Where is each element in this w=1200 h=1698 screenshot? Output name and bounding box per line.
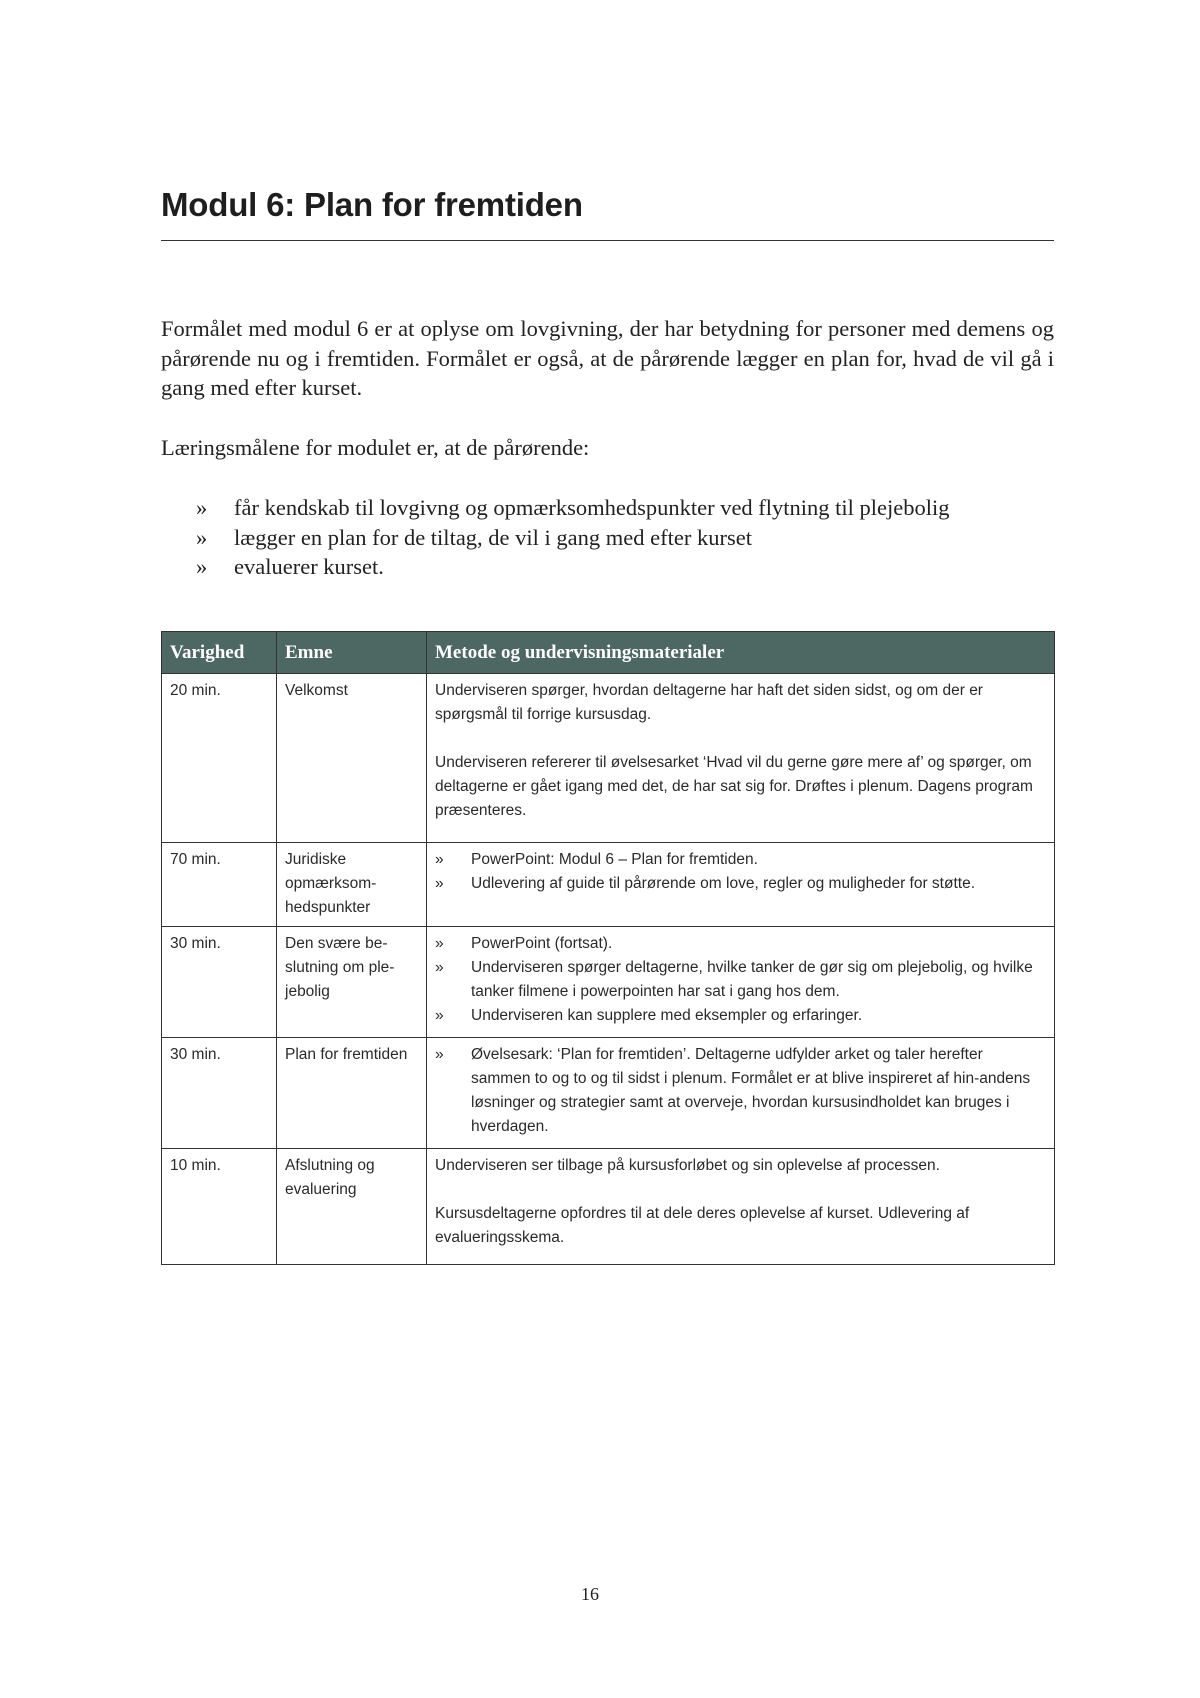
goal-text: evaluerer kurset. bbox=[234, 554, 384, 579]
bullet-mark: » bbox=[435, 875, 444, 892]
header-duration: Varighed bbox=[162, 632, 277, 674]
method-bullet-text: Øvelsesark: ‘Plan for fremtiden’. Deltagerne udfylder arket og taler herefter sammen to og to og til sidst i plenum. Formålet er at blive inspireret af hin-andens løsninger og strategier samt at overveje, hvordan kursusindholdet kan bruges i hverdagen. bbox=[471, 1046, 1031, 1135]
goal-text: lægger en plan for de tiltag, de vil i gang med efter kurset bbox=[234, 524, 752, 550]
intro-paragraph: Formålet med modul 6 er at oplyse om lovgivning, der har betydning for personer med demens og pårørende nu og i fremtiden. Formålet er også, at de pårørende lægger en plan for, hvad de vil gå i gang med efter kurset. bbox=[161, 316, 1054, 400]
bullet-mark: » bbox=[435, 935, 444, 952]
page-title: Modul 6: Plan for fremtiden bbox=[161, 186, 583, 223]
method-bullet bbox=[435, 932, 1046, 956]
page-number: 16 bbox=[581, 1584, 599, 1604]
method-cell bbox=[427, 674, 1055, 843]
duration-cell: 10 min. bbox=[162, 1149, 277, 1265]
method-bullet-text: Udlevering af guide til pårørende om love, regler og muligheder for støtte. bbox=[471, 875, 975, 892]
duration-cell: 70 min. bbox=[162, 843, 277, 927]
topic-cell: Plan for fremtiden bbox=[277, 1038, 427, 1149]
table-header-row bbox=[162, 632, 1055, 674]
bullet-mark: » bbox=[196, 524, 208, 550]
table-row bbox=[162, 1038, 1055, 1149]
topic-cell: Afslutning og evaluering bbox=[277, 1149, 427, 1265]
method-bullet-list bbox=[435, 1043, 1046, 1139]
table-row bbox=[162, 1149, 1055, 1265]
bullet-mark: » bbox=[435, 959, 444, 976]
table-row bbox=[162, 674, 1055, 843]
module-plan-table bbox=[161, 631, 1055, 1265]
goal-item bbox=[161, 523, 1054, 553]
method-bullet-list bbox=[435, 848, 1046, 896]
method-bullet-text: PowerPoint (fortsat). bbox=[471, 935, 613, 952]
method-bullet-text: Underviseren spørger deltagerne, hvilke tanker de gør sig om plejebolig, og hvilke tanker filmene i powerpointen har sat i gang hos dem. bbox=[471, 959, 1033, 1000]
goal-item bbox=[161, 552, 1054, 582]
method-paragraph: Underviseren spørger, hvordan deltagerne har haft det siden sidst, og om der er spørgsmål til forrige kursusdag. bbox=[435, 682, 983, 723]
title-rule bbox=[161, 240, 1054, 241]
method-cell bbox=[427, 1038, 1055, 1149]
method-bullet-list bbox=[435, 932, 1046, 1028]
method-bullet-text: PowerPoint: Modul 6 – Plan for fremtiden. bbox=[471, 851, 758, 868]
topic-cell: Den svære be-slutning om ple-jebolig bbox=[277, 927, 427, 1038]
method-cell bbox=[427, 1149, 1055, 1265]
goal-text: får kendskab til lovgivng og opmærksomhedspunkter ved flytning til plejebolig bbox=[234, 495, 950, 520]
duration-cell: 30 min. bbox=[162, 927, 277, 1038]
bullet-mark: » bbox=[435, 851, 444, 868]
method-bullet bbox=[435, 1043, 1046, 1139]
method-paragraph: Underviseren refererer til øvelsesarket ‘Hvad vil du gerne gøre mere af’ og spørger, om deltagerne er gået igang med det, de har sat sig for. Drøftes i plenum. Dagens program præsenteres. bbox=[435, 754, 1033, 819]
method-cell bbox=[427, 927, 1055, 1038]
method-bullet bbox=[435, 1004, 1046, 1028]
learning-goals-list bbox=[161, 493, 1054, 582]
method-paragraph: Kursusdeltagerne opfordres til at dele deres oplevelse af kurset. Udlevering af evalueringsskema. bbox=[435, 1205, 970, 1246]
goals-lead: Læringsmålene for modulet er, at de pårørende: bbox=[161, 435, 590, 460]
topic-cell: Velkomst bbox=[277, 674, 427, 843]
table-row bbox=[162, 927, 1055, 1038]
duration-cell: 20 min. bbox=[162, 674, 277, 843]
duration-cell: 30 min. bbox=[162, 1038, 277, 1149]
bullet-mark: » bbox=[435, 1007, 444, 1024]
method-cell bbox=[427, 843, 1055, 927]
bullet-mark: » bbox=[196, 495, 208, 520]
bullet-mark: » bbox=[196, 554, 208, 579]
method-paragraph: Underviseren ser tilbage på kursusforløbet og sin oplevelse af processen. bbox=[435, 1157, 940, 1174]
goal-item bbox=[161, 493, 1054, 523]
method-bullet bbox=[435, 872, 1046, 896]
method-bullet bbox=[435, 956, 1046, 1004]
topic-cell: Juridiske opmærksom-hedspunkter bbox=[277, 843, 427, 927]
method-bullet bbox=[435, 848, 1046, 872]
bullet-mark: » bbox=[435, 1046, 444, 1063]
header-method: Metode og undervisningsmaterialer bbox=[427, 632, 1055, 674]
header-topic: Emne bbox=[277, 632, 427, 674]
method-bullet-text: Underviseren kan supplere med eksempler og erfaringer. bbox=[471, 1007, 863, 1024]
table-row bbox=[162, 843, 1055, 927]
